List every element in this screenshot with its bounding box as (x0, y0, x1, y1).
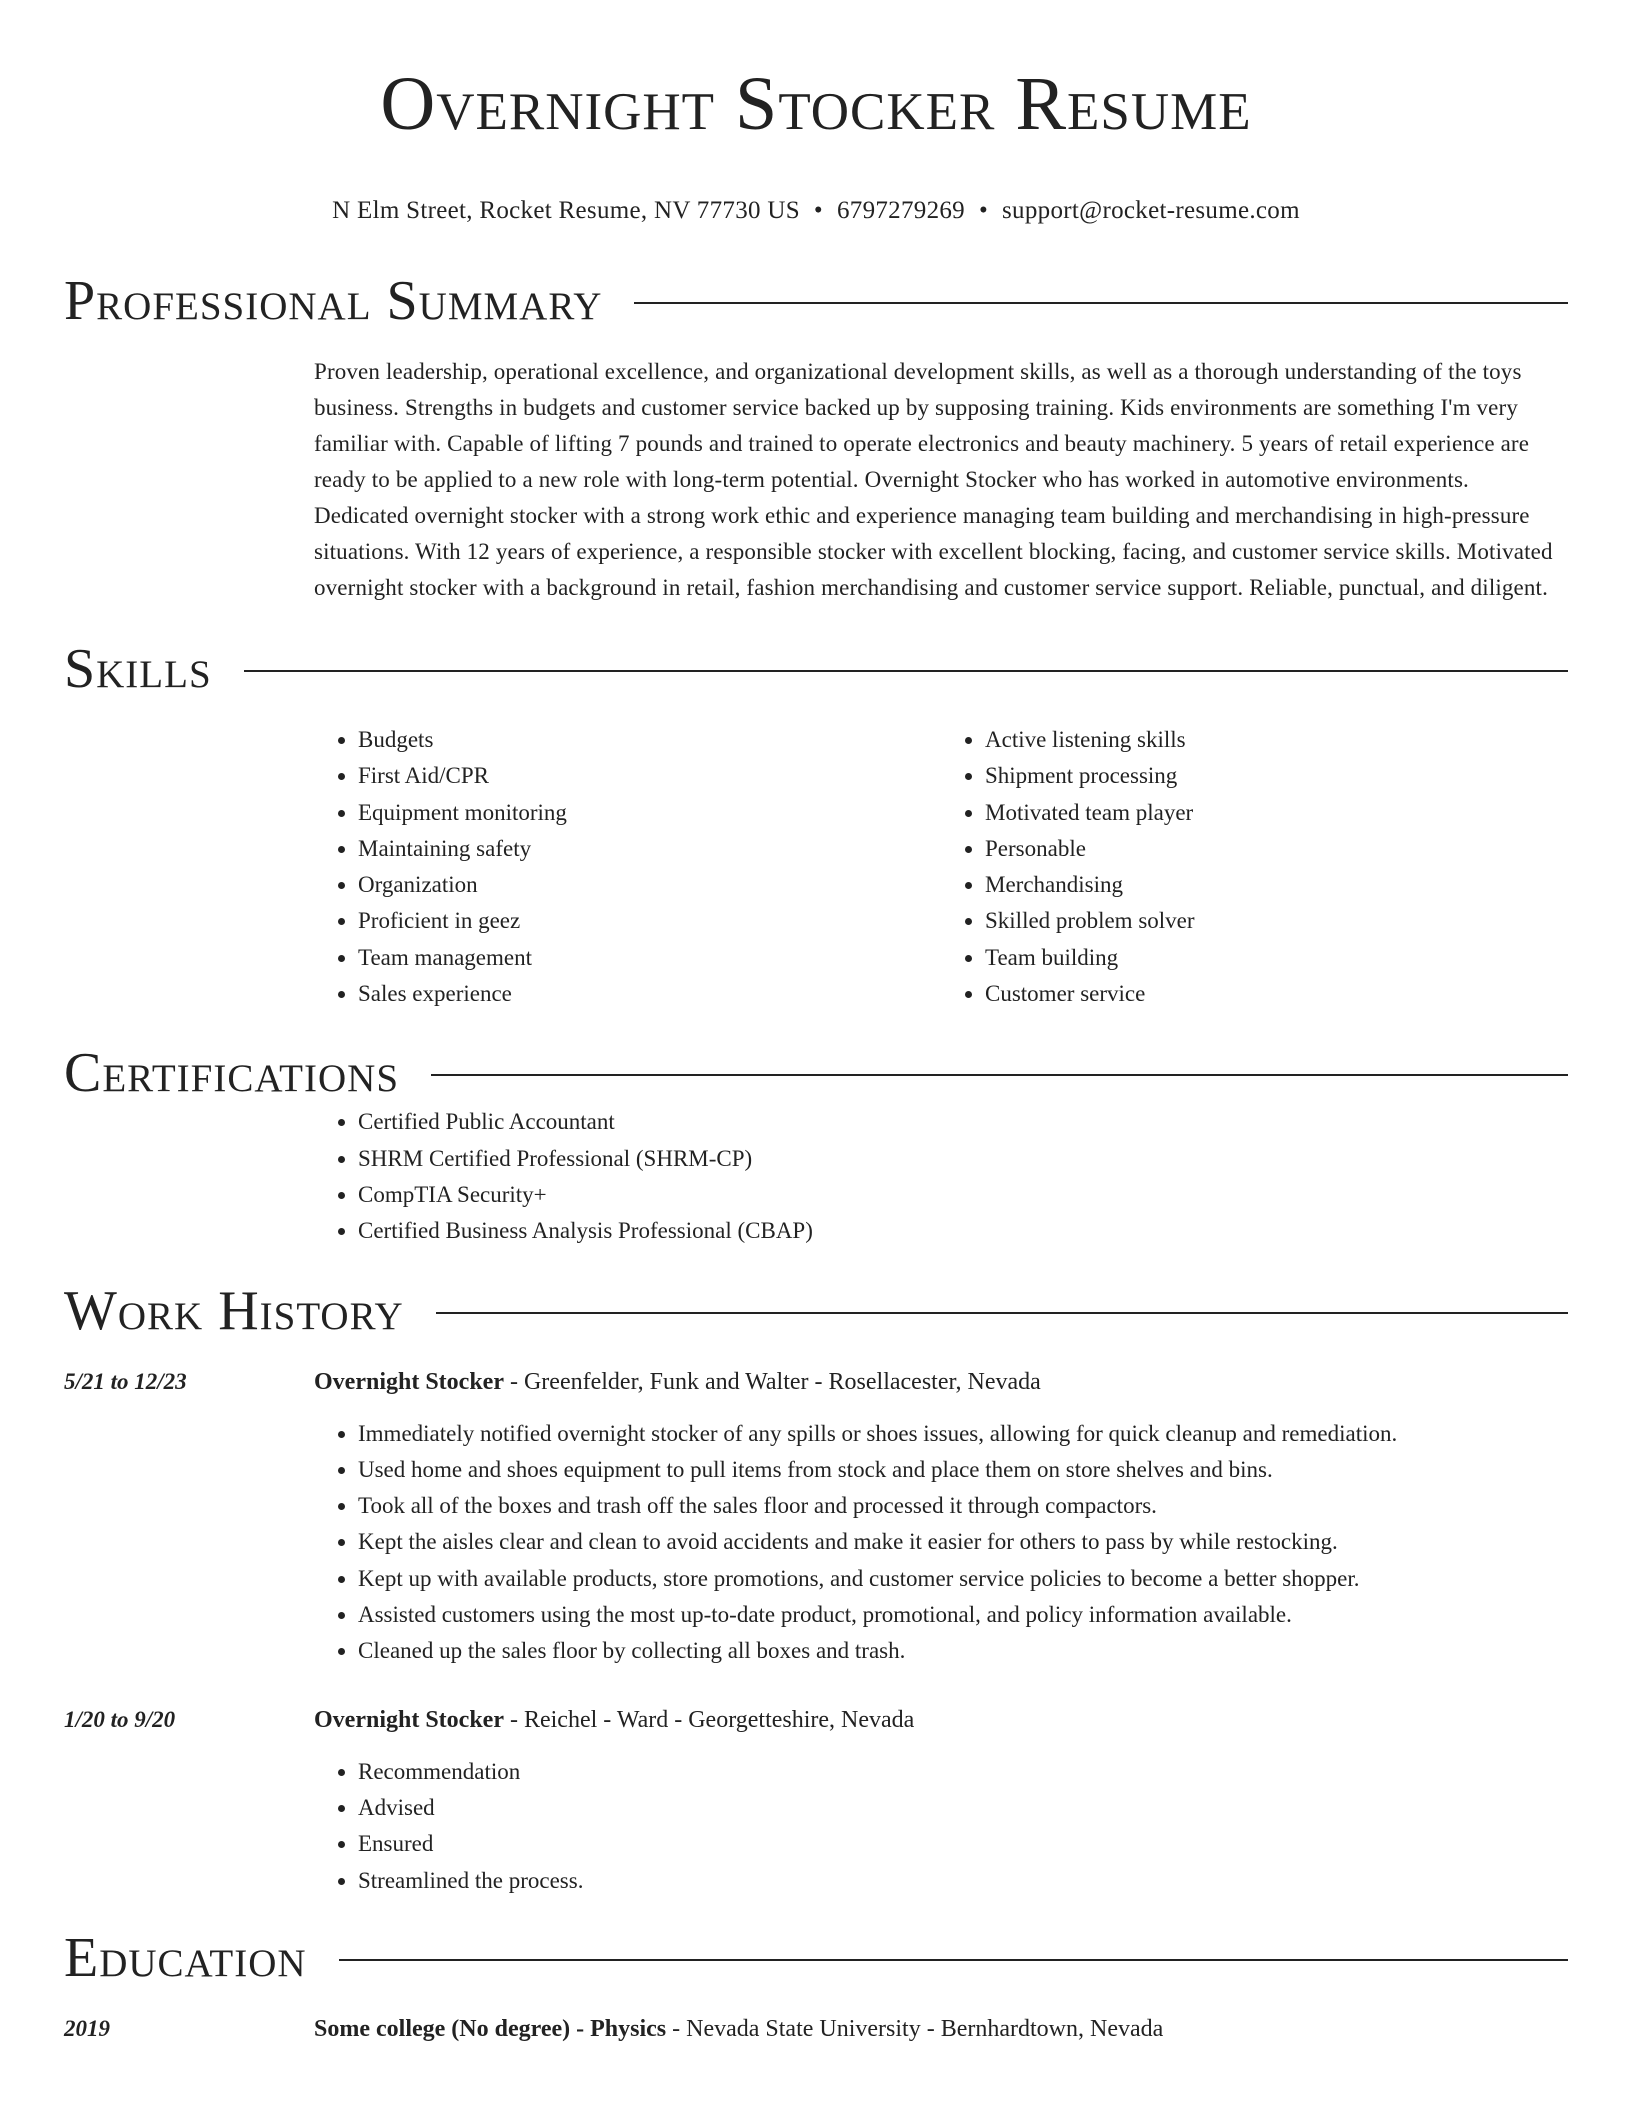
contact-phone: 6797279269 (836, 197, 965, 224)
skill-item: • Merchandising (985, 867, 1568, 903)
education-school-location: - Nevada State University - Bernhardtown, Nevada (666, 2015, 1164, 2042)
skill-item: • Organization (358, 867, 941, 903)
contact-line (64, 194, 1568, 228)
skills-columns (314, 722, 1568, 1012)
skill-item: • Shipment processing (985, 758, 1568, 794)
summary-text: Proven leadership, operational excellence, and organizational development skills, as well as a thorough understanding of the toys business. Strengths in budgets and customer service backed up by supposing training. Kids environments are something I'm very familiar with. Capable of lifting 7 pounds and trained to operate electronics and beauty machinery. 5 years of retail experience are ready to be applied to a new role with long-term potential. Overnight Stocker who has worked in automotive environments. Dedicated overnight stocker with a strong work ethic and experience managing team building and merchandising in high-pressure situations. With 12 years of experience, a responsible stocker with excellent blocking, facing, and customer service skills. Motivated overnight stocker with a background in retail, fashion merchandising and customer service support. Reliable, punctual, and diligent. (314, 359, 1553, 600)
contact-separator: • (978, 197, 989, 224)
certifications-list (314, 1104, 1568, 1249)
job-employer-location: - Reichel - Ward - Georgetteshire, Nevada (503, 1706, 915, 1733)
work-history-heading: Work History (64, 1279, 404, 1342)
job-duty: • Took all of the boxes and trash off the sales floor and processed it through compactors. (358, 1488, 1568, 1524)
job-title: Overnight Stocker (314, 1368, 504, 1395)
job-duty: • Immediately notified overnight stocker of any spills or shoes issues, allowing for quick cleanup and remediation. (358, 1416, 1568, 1452)
education-content (314, 2011, 1568, 2047)
education-year: 2019 (64, 2015, 110, 2041)
certifications-body (314, 1104, 1568, 1249)
job-employer-location: - Greenfelder, Funk and Walter - Rosellacester, Nevada (503, 1368, 1041, 1395)
skill-item: • Budgets (358, 722, 941, 758)
job-duty: • Kept up with available products, store promotions, and customer service policies to become a better shopper. (358, 1561, 1568, 1597)
skills-list-right (941, 722, 1568, 1012)
section-divider (634, 302, 1568, 304)
education-heading: Education (64, 1926, 307, 1989)
job-duty: • Cleaned up the sales floor by collecting all boxes and trash. (358, 1633, 1568, 1669)
job-duty: • Recommendation (358, 1754, 1568, 1790)
contact-separator: • (813, 197, 823, 224)
skills-heading: Skills (64, 638, 212, 700)
certification-item: • Certified Business Analysis Professional (CBAP) (358, 1213, 1568, 1249)
education-entry (64, 2011, 1568, 2047)
education-line (314, 2011, 1568, 2047)
skill-item: • Motivated team player (985, 795, 1568, 831)
job-entry (64, 1364, 1568, 1670)
job-title-line (314, 1364, 1568, 1400)
skill-item: • Skilled problem solver (985, 903, 1568, 939)
job-duties-list (314, 1416, 1568, 1670)
job-content (314, 1702, 1568, 1899)
skill-item: • Team management (358, 940, 941, 976)
section-divider (431, 1074, 1568, 1076)
education-section-header (64, 1927, 1568, 1989)
work-history-section-header (64, 1280, 1568, 1342)
job-duty: • Advised (358, 1790, 1568, 1826)
job-title: Overnight Stocker (314, 1706, 504, 1733)
summary-section-header (64, 270, 1568, 332)
skills-list-left (314, 722, 941, 1012)
skill-item: • Team building (985, 940, 1568, 976)
job-duty: • Kept the aisles clear and clean to avoid accidents and make it easier for others to pass by while restocking. (358, 1524, 1568, 1560)
job-duty: • Ensured (358, 1826, 1568, 1862)
skill-item: • First Aid/CPR (358, 758, 941, 794)
section-divider (436, 1312, 1568, 1314)
job-content (314, 1364, 1568, 1670)
job-entry (64, 1702, 1568, 1899)
skill-item: • Active listening skills (985, 722, 1568, 758)
certification-item: • SHRM Certified Professional (SHRM-CP) (358, 1141, 1568, 1177)
job-duty: • Used home and shoes equipment to pull items from stock and place them on store shelves and bins. (358, 1452, 1568, 1488)
skill-item: • Customer service (985, 976, 1568, 1012)
job-duties-list (314, 1754, 1568, 1899)
job-dates: 5/21 to 12/23 (64, 1368, 187, 1394)
job-dates: 1/20 to 9/20 (64, 1706, 176, 1732)
skill-item: • Maintaining safety (358, 831, 941, 867)
section-divider (244, 670, 1568, 672)
contact-email: support@rocket-resume.com (1002, 197, 1300, 224)
skills-body (314, 722, 1568, 1012)
skill-item: • Sales experience (358, 976, 941, 1012)
summary-heading: Professional Summary (64, 270, 603, 332)
job-duty: • Assisted customers using the most up-to-date product, promotional, and policy information available. (358, 1597, 1568, 1633)
skill-item: • Equipment monitoring (358, 795, 941, 831)
contact-address: N Elm Street, Rocket Resume, NV 77730 US (332, 197, 800, 224)
certification-item: • CompTIA Security+ (358, 1177, 1568, 1213)
skill-item: • Proficient in geez (358, 903, 941, 939)
skills-section-header (64, 638, 1568, 700)
resume-title: Overnight Stocker Resume (380, 62, 1252, 146)
education-degree: Some college (No degree) - Physics (314, 2015, 667, 2042)
section-divider (339, 1959, 1568, 1961)
certification-item: • Certified Public Accountant (358, 1104, 1568, 1140)
certifications-heading: Certifications (64, 1042, 400, 1105)
job-duty: • Streamlined the process. (358, 1863, 1568, 1899)
summary-body (314, 354, 1568, 606)
job-title-line (314, 1702, 1568, 1738)
skill-item: • Personable (985, 831, 1568, 867)
certifications-section-header (64, 1042, 1568, 1104)
